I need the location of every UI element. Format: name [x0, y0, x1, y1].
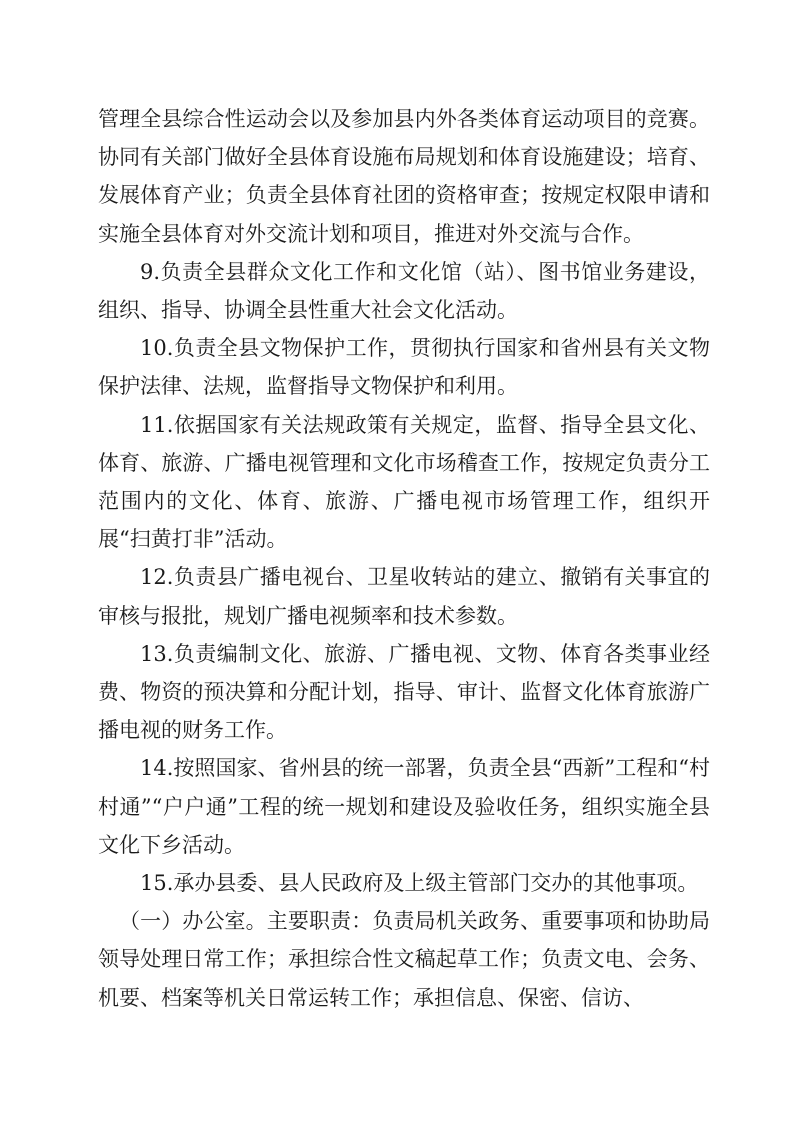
paragraph-item-15: 15.承办县委、县人民政府及上级主管部门交办的其他事项。	[140, 871, 699, 896]
paragraph-sports-duties: 管理全县综合性运动会以及参加县内外各类体育运动项目的竞赛。协同有关部门做好全县体育设施布局规划和体育设施建设；培育、发展体育产业；负责全县体育社团的资格审查；按规定权限申请和实施全县体育对外交流计划和项目，推进对外交流与合作。	[98, 107, 710, 246]
paragraph-office-section: （一）办公室。主要职责：负责局机关政务、重要事项和协助局领导处理日常工作；承担综合性文稿起草工作；负责文电、会务、机要、档案等机关日常运转工作；承担信息、保密、信访、	[98, 909, 710, 1010]
paragraph-item-10: 10.负责全县文物保护工作，贯彻执行国家和省州县有关文物保护法律、法规，监督指导文物保护和利用。	[98, 336, 710, 399]
paragraph-item-14: 14.按照国家、省州县的统一部署，负责全县“西新”工程和“村村通”“户户通”工程的统一规划和建设及验收任务，组织实施全县文化下乡活动。	[98, 756, 710, 857]
paragraph-item-13: 13.负责编制文化、旅游、广播电视、文物、体育各类事业经费、物资的预决算和分配计划，指导、审计、监督文化体育旅游广播电视的财务工作。	[98, 641, 710, 743]
paragraph-item-9: 9.负责全县群众文化工作和文化馆（站）、图书馆业务建设，组织、指导、协调全县性重大社会文化活动。	[98, 259, 710, 323]
paragraph-item-12: 12.负责县广播电视台、卫星收转站的建立、撤销有关事宜的审核与报批，规划广播电视频率和技术参数。	[98, 565, 710, 628]
document-body	[98, 100, 710, 1017]
paragraph-item-11: 11.依据国家有关法规政策有关规定，监督、指导全县文化、体育、旅游、广播电视管理和文化市场稽查工作，按规定负责分工范围内的文化、体育、旅游、广播电视市场管理工作，组织开展“扫黄打非”活动。	[98, 412, 710, 552]
